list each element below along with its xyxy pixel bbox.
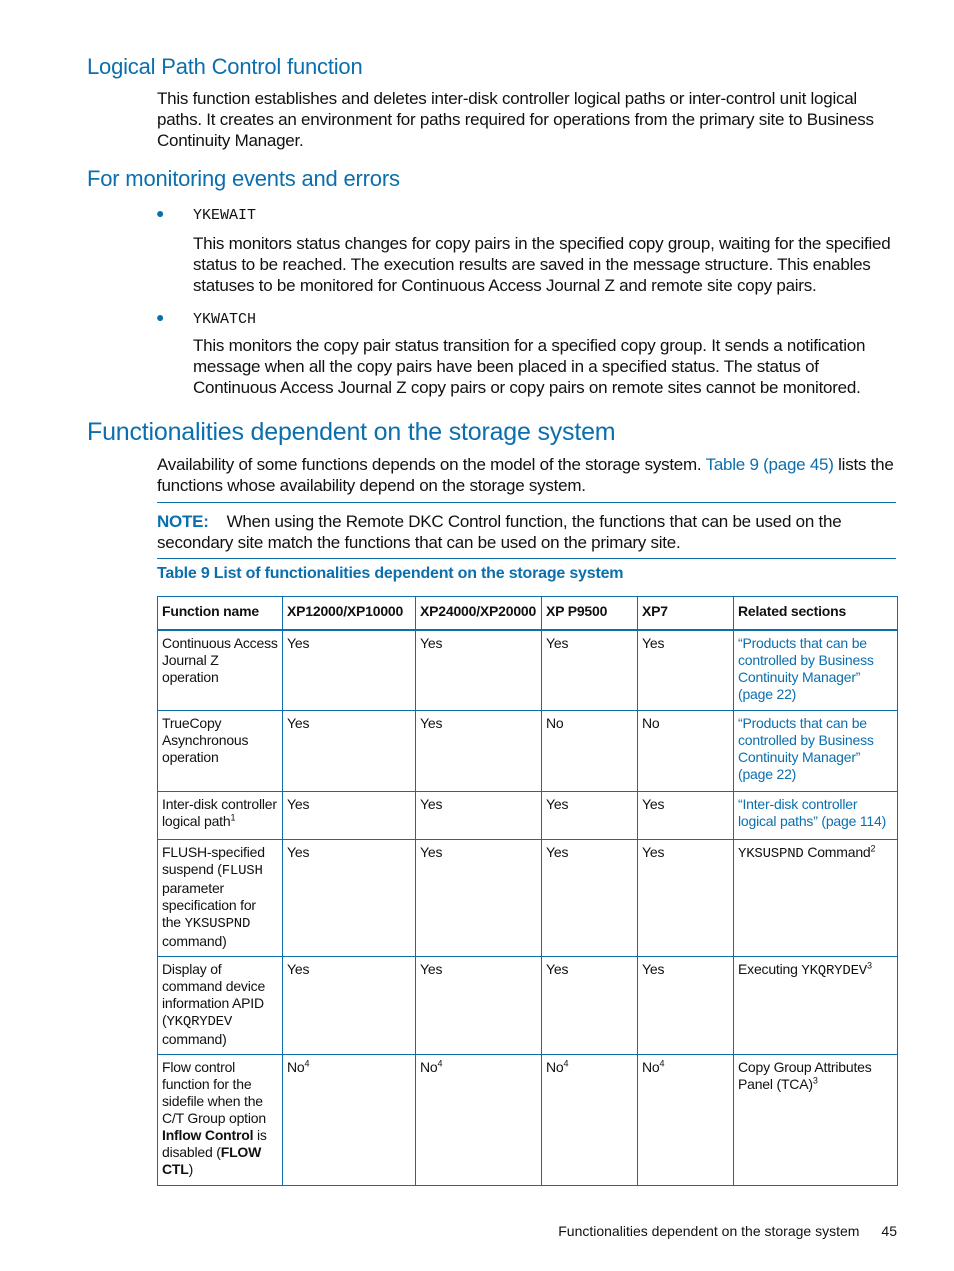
logical-path-paragraph: This function establishes and deletes inter-disk controller logical paths or inter-control unit logical paths. It creates an environment for paths required for operations from the primary site to Business Continuity Manager. (157, 89, 874, 150)
function-name-text: command) (162, 932, 227, 949)
function-name-text: parameter specification for the (162, 879, 256, 930)
related-text: Executing (738, 960, 802, 977)
cell-value: Yes (638, 630, 734, 710)
cell-function-name: Continuous Access Journal Z operation (158, 630, 283, 710)
cell-value (542, 1054, 638, 1185)
cell-value: Yes (416, 839, 542, 956)
related-text: Command (803, 843, 871, 860)
cell-value (416, 1054, 542, 1185)
function-name-bold: Inflow Control (162, 1126, 254, 1143)
page-number: 45 (881, 1223, 897, 1239)
footnote-marker: 4 (659, 1057, 665, 1068)
cell-value: Yes (283, 791, 416, 839)
cell-related-link[interactable]: “Products that can be controlled by Business Continuity Manager” (page 22) (734, 710, 898, 791)
cell-value: Yes (416, 791, 542, 839)
cell-value: Yes (542, 630, 638, 710)
footnote-marker: 3 (812, 1074, 818, 1085)
table-row (158, 710, 898, 791)
footnote-marker: 3 (867, 959, 872, 970)
function-name-code: YKSUSPND (184, 915, 251, 932)
function-name-text: Display of command device information APID ( (162, 960, 266, 1028)
cell-value: Yes (283, 956, 416, 1054)
note-box (157, 502, 896, 559)
bullet-text-ykwatch: This monitors the copy pair status transition for a specified copy group. It sends a notification message when all the copy pairs have been placed in a specified status. The status of Continuous Access Journal Z copy pairs or copy pairs on remote sites cannot be monitored. (193, 336, 866, 397)
column-header: Related sections (734, 597, 898, 631)
functionalities-table (157, 596, 898, 1186)
intro-text-after: lists the functions whose availability depend on the storage system. (157, 455, 894, 495)
cell-function-name (158, 1054, 283, 1185)
section-heading-functionalities: Functionalities dependent on the storage system (87, 418, 616, 446)
value-text: No (546, 1058, 564, 1075)
table-9-link[interactable]: Table 9 (page 45) (705, 455, 834, 474)
footnote-marker: 4 (563, 1057, 569, 1068)
table-header-row (158, 597, 898, 631)
function-name-text: command) (162, 1030, 227, 1047)
cell-value (638, 1054, 734, 1185)
table-row (158, 630, 898, 710)
function-name-text: ) (188, 1160, 194, 1177)
note-text (157, 511, 896, 553)
related-code: YKQRYDEV (801, 962, 867, 979)
footnote-marker: 4 (437, 1057, 443, 1068)
value-text: No (642, 1058, 660, 1075)
cell-value: Yes (542, 791, 638, 839)
section-heading-monitoring: For monitoring events and errors (87, 166, 400, 191)
table-row (158, 791, 898, 839)
page-footer (558, 1223, 897, 1239)
function-name-text: FLUSH-specified suspend ( (162, 843, 265, 877)
function-name-code: YKQRYDEV (166, 1013, 233, 1030)
footer-title: Functionalities dependent on the storage system (558, 1223, 860, 1239)
cell-value: Yes (283, 710, 416, 791)
note-label: NOTE: (157, 512, 209, 531)
column-header: XP12000/XP10000 (283, 597, 416, 631)
value-text: No (420, 1058, 438, 1075)
function-name-bold: FLOW CTL (162, 1143, 262, 1177)
cell-value: Yes (542, 839, 638, 956)
bullet-code-ykewait: YKEWAIT (193, 207, 257, 224)
related-code: YKSUSPND (738, 845, 804, 862)
cell-value: Yes (416, 710, 542, 791)
cell-value: Yes (638, 956, 734, 1054)
cell-value: Yes (416, 630, 542, 710)
value-text: No (287, 1058, 305, 1075)
related-text: Copy Group Attributes Panel (TCA) (738, 1058, 872, 1092)
column-header: XP24000/XP20000 (416, 597, 542, 631)
cell-related-section (734, 839, 898, 956)
function-name-text: is disabled ( (162, 1126, 267, 1160)
note-body: When using the Remote DKC Control function, the functions that can be used on the secondary site match the functions that can be used on the primary site. (157, 512, 842, 552)
table-row (158, 839, 898, 956)
cell-value: Yes (283, 839, 416, 956)
cell-value (283, 1054, 416, 1185)
function-name-text: Flow control function for the sidefile when the C/T Group option (162, 1058, 266, 1126)
bullet-icon: ● (156, 205, 165, 221)
cell-function-name (158, 839, 283, 956)
bullet-icon: ● (156, 309, 165, 325)
footnote-marker: 2 (870, 842, 876, 853)
functionalities-intro (157, 454, 899, 496)
cell-function-name (158, 791, 283, 839)
cell-value: No (542, 710, 638, 791)
cell-value: Yes (638, 791, 734, 839)
bullet-text-ykewait: This monitors status changes for copy pairs in the specified copy group, waiting for the specified status to be reached. The execution results are saved in the message structure. This enables statuses to be monitored for Continuous Access Journal Z and remote site copy pairs. (193, 234, 891, 295)
table-row (158, 956, 898, 1054)
cell-value: No (638, 710, 734, 791)
footnote-marker: 1 (230, 811, 236, 822)
cell-function-name (158, 956, 283, 1054)
cell-value: Yes (283, 630, 416, 710)
cell-function-name: TrueCopy Asynchronous operation (158, 710, 283, 791)
column-header: XP7 (638, 597, 734, 631)
column-header: Function name (158, 597, 283, 631)
table-row (158, 1054, 898, 1185)
function-name-text: Inter-disk controller logical path (162, 795, 277, 829)
cell-value: Yes (416, 956, 542, 1054)
function-name-code: FLUSH (221, 862, 263, 879)
table-caption: Table 9 List of functionalities dependent on the storage system (157, 565, 624, 582)
cell-related-section (734, 1054, 898, 1185)
intro-text-before: Availability of some functions depends on the model of the storage system. (157, 455, 702, 474)
section-heading-logical-path: Logical Path Control function (87, 54, 363, 79)
column-header: XP P9500 (542, 597, 638, 631)
footnote-marker: 4 (304, 1057, 310, 1068)
cell-value: Yes (638, 839, 734, 956)
cell-related-section (734, 956, 898, 1054)
cell-value: Yes (542, 956, 638, 1054)
bullet-code-ykwatch: YKWATCH (193, 311, 257, 328)
cell-related-link[interactable]: “Products that can be controlled by Business Continuity Manager” (page 22) (734, 630, 898, 710)
cell-related-link[interactable]: “Inter-disk controller logical paths” (page 114) (734, 791, 898, 839)
